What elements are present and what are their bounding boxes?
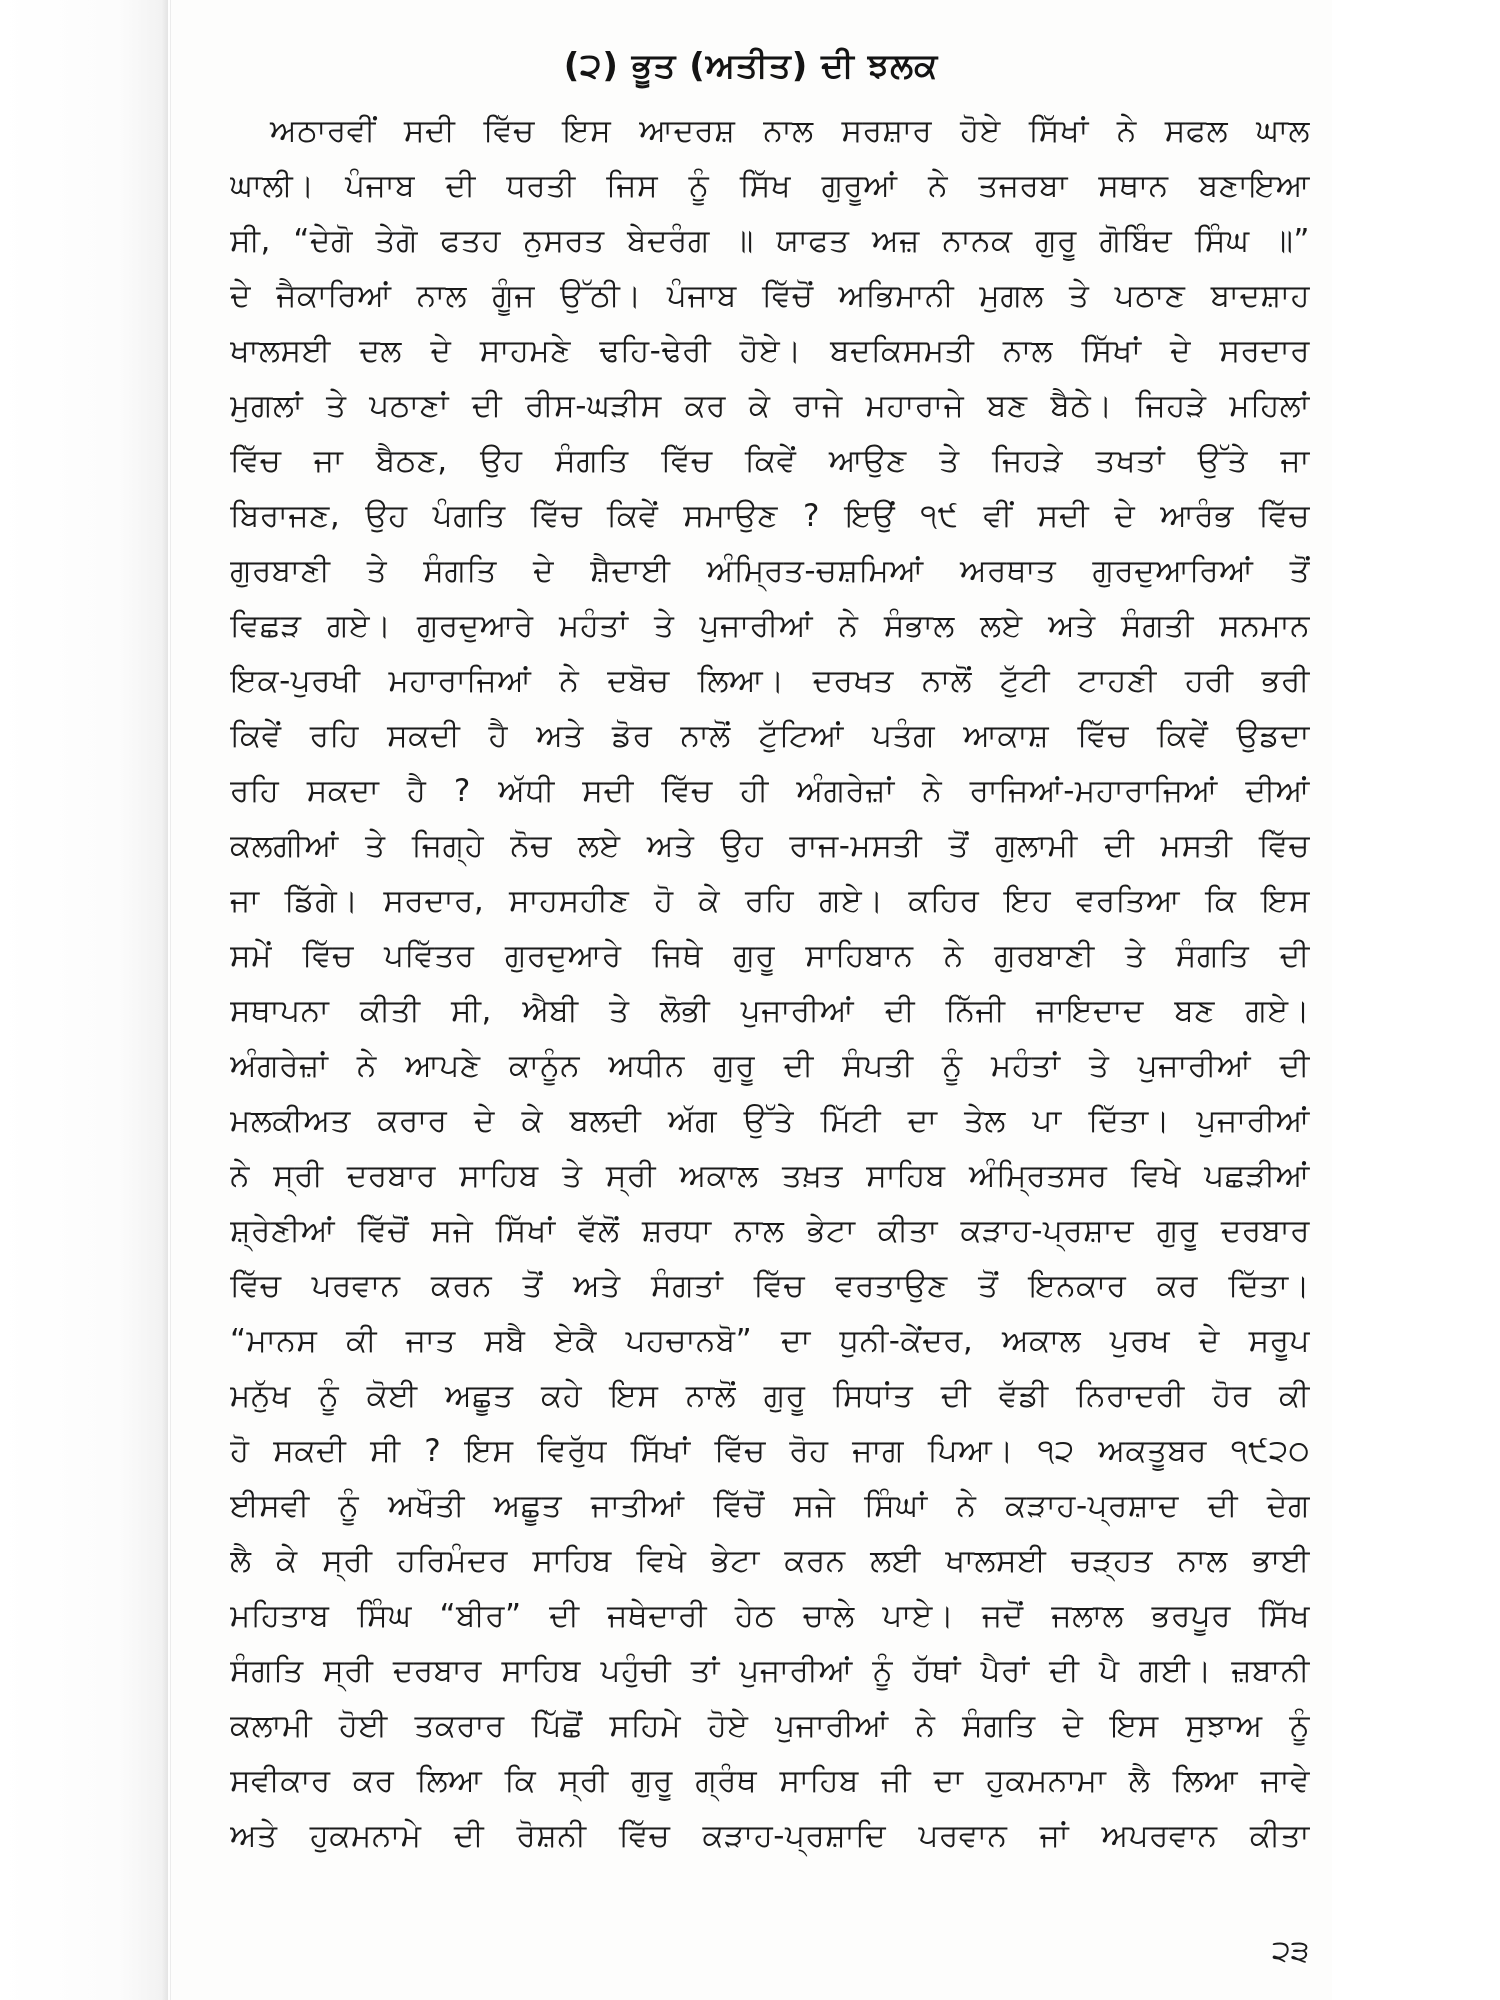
text-line: ਗੁਰਬਾਣੀ ਤੇ ਸੰਗਤਿ ਦੇ ਸ਼ੈਦਾਈ ਅੰਮ੍ਰਿਤ-ਚਸ਼ਮਿਆਂ ਅਰਥਾਤ ਗੁਰਦੁਆਰਿਆਂ ਤੋਂ [230, 553, 1310, 589]
text-line: ਈਸਵੀ ਨੂੰ ਅਖੌਤੀ ਅਛੂਤ ਜਾਤੀਆਂ ਵਿੱਚੋਂ ਸਜੇ ਸਿੰਘਾਂ ਨੇ ਕੜਾਹ-ਪ੍ਰਸ਼ਾਦ ਦੀ ਦੇਗ [230, 1488, 1310, 1524]
body-paragraph [230, 104, 1310, 1864]
text-line: ਮੁਗਲਾਂ ਤੇ ਪਠਾਣਾਂ ਦੀ ਰੀਸ-ਘੜੀਸ ਕਰ ਕੇ ਰਾਜੇ ਮਹਾਰਾਜੇ ਬਣ ਬੈਠੇ। ਜਿਹੜੇ ਮਹਿਲਾਂ [230, 388, 1310, 424]
text-line: ਖਾਲਸਈ ਦਲ ਦੇ ਸਾਹਮਣੇ ਢਹਿ-ਢੇਰੀ ਹੋਏ। ਬਦਕਿਸਮਤੀ ਨਾਲ ਸਿੱਖਾਂ ਦੇ ਸਰਦਾਰ [230, 333, 1310, 369]
text-line: ਮਨੁੱਖ ਨੂੰ ਕੋਈ ਅਛੂਤ ਕਹੇ ਇਸ ਨਾਲੋਂ ਗੁਰੂ ਸਿਧਾਂਤ ਦੀ ਵੱਡੀ ਨਿਰਾਦਰੀ ਹੋਰ ਕੀ [230, 1378, 1310, 1414]
text-line: ਮਹਿਤਾਬ ਸਿੰਘ “ਬੀਰ” ਦੀ ਜਥੇਦਾਰੀ ਹੇਠ ਚਾਲੇ ਪਾਏ। ਜਦੋਂ ਜਲਾਲ ਭਰਪੂਰ ਸਿੱਖ [230, 1598, 1310, 1634]
text-line: ਅਤੇ ਹੁਕਮਨਾਮੇ ਦੀ ਰੋਸ਼ਨੀ ਵਿੱਚ ਕੜਾਹ-ਪ੍ਰਸ਼ਾਦਿ ਪਰਵਾਨ ਜਾਂ ਅਪਰਵਾਨ ਕੀਤਾ [230, 1818, 1310, 1854]
text-line: ਸਥਾਪਨਾ ਕੀਤੀ ਸੀ, ਐਬੀ ਤੇ ਲੋਭੀ ਪੁਜਾਰੀਆਂ ਦੀ ਨਿੱਜੀ ਜਾਇਦਾਦ ਬਣ ਗਏ। [230, 993, 1310, 1029]
text-line: ਅੰਗਰੇਜ਼ਾਂ ਨੇ ਆਪਣੇ ਕਾਨੂੰਨ ਅਧੀਨ ਗੁਰੂ ਦੀ ਸੰਪਤੀ ਨੂੰ ਮਹੰਤਾਂ ਤੇ ਪੁਜਾਰੀਆਂ ਦੀ [230, 1048, 1310, 1084]
text-line: ਜਾ ਡਿੱਗੇ। ਸਰਦਾਰ, ਸਾਹਸਹੀਣ ਹੋ ਕੇ ਰਹਿ ਗਏ। ਕਹਿਰ ਇਹ ਵਰਤਿਆ ਕਿ ਇਸ [230, 883, 1310, 919]
text-line: ਦੇ ਜੈਕਾਰਿਆਂ ਨਾਲ ਗੂੰਜ ਉੱਠੀ। ਪੰਜਾਬ ਵਿੱਚੋਂ ਅਭਿਮਾਨੀ ਮੁਗਲ ਤੇ ਪਠਾਣ ਬਾਦਸ਼ਾਹ [230, 278, 1310, 314]
text-line: ਸਮੇਂ ਵਿੱਚ ਪਵਿੱਤਰ ਗੁਰਦੁਆਰੇ ਜਿਥੇ ਗੁਰੂ ਸਾਹਿਬਾਨ ਨੇ ਗੁਰਬਾਣੀ ਤੇ ਸੰਗਤਿ ਦੀ [230, 938, 1310, 974]
text-line: “ਮਾਨਸ ਕੀ ਜਾਤ ਸਬੈ ਏਕੈ ਪਹਚਾਨਬੋ” ਦਾ ਧੁਨੀ-ਕੇਂਦਰ, ਅਕਾਲ ਪੁਰਖ ਦੇ ਸਰੂਪ [230, 1323, 1310, 1359]
text-line: ਸਵੀਕਾਰ ਕਰ ਲਿਆ ਕਿ ਸ੍ਰੀ ਗੁਰੂ ਗ੍ਰੰਥ ਸਾਹਿਬ ਜੀ ਦਾ ਹੁਕਮਨਾਮਾ ਲੈ ਲਿਆ ਜਾਵੇ [230, 1763, 1310, 1799]
text-line: ਲੈ ਕੇ ਸ੍ਰੀ ਹਰਿਮੰਦਰ ਸਾਹਿਬ ਵਿਖੇ ਭੇਟਾ ਕਰਨ ਲਈ ਖਾਲਸਈ ਚੜ੍ਹਤ ਨਾਲ ਭਾਈ [230, 1543, 1310, 1579]
text-line: ਵਿੱਚ ਜਾ ਬੈਠਣ, ਉਹ ਸੰਗਤਿ ਵਿੱਚ ਕਿਵੇਂ ਆਉਣ ਤੇ ਜਿਹੜੇ ਤਖਤਾਂ ਉੱਤੇ ਜਾ [230, 443, 1310, 479]
text-line: ਬਿਰਾਜਣ, ਉਹ ਪੰਗਤਿ ਵਿੱਚ ਕਿਵੇਂ ਸਮਾਉਣ ? ਇਉਂ ੧੯ ਵੀਂ ਸਦੀ ਦੇ ਆਰੰਭ ਵਿੱਚ [230, 498, 1310, 534]
text-line: ਅਠਾਰਵੀਂ ਸਦੀ ਵਿੱਚ ਇਸ ਆਦਰਸ਼ ਨਾਲ ਸਰਸ਼ਾਰ ਹੋਏ ਸਿੱਖਾਂ ਨੇ ਸਫਲ ਘਾਲ [270, 113, 1310, 149]
text-line: ਵਿਛੜ ਗਏ। ਗੁਰਦੁਆਰੇ ਮਹੰਤਾਂ ਤੇ ਪੁਜਾਰੀਆਂ ਨੇ ਸੰਭਾਲ ਲਏ ਅਤੇ ਸੰਗਤੀ ਸਨਮਾਨ [230, 608, 1310, 644]
text-line: ਕਲਗੀਆਂ ਤੇ ਜਿਗ੍ਹੇ ਨੋਚ ਲਏ ਅਤੇ ਉਹ ਰਾਜ-ਮਸਤੀ ਤੋਂ ਗੁਲਾਮੀ ਦੀ ਮਸਤੀ ਵਿੱਚ [230, 828, 1310, 864]
text-line: ਕਲਾਮੀ ਹੋਈ ਤਕਰਾਰ ਪਿੱਛੋਂ ਸਹਿਮੇ ਹੋਏ ਪੁਜਾਰੀਆਂ ਨੇ ਸੰਗਤਿ ਦੇ ਇਸ ਸੁਝਾਅ ਨੂੰ [230, 1708, 1310, 1744]
text-line: ਘਾਲੀ। ਪੰਜਾਬ ਦੀ ਧਰਤੀ ਜਿਸ ਨੂੰ ਸਿੱਖ ਗੁਰੂਆਂ ਨੇ ਤਜਰਬਾ ਸਥਾਨ ਬਣਾਇਆ [230, 168, 1310, 204]
text-line: ਇਕ-ਪੁਰਖੀ ਮਹਾਰਾਜਿਆਂ ਨੇ ਦਬੋਚ ਲਿਆ। ਦਰਖਤ ਨਾਲੋਂ ਟੁੱਟੀ ਟਾਹਣੀ ਹਰੀ ਭਰੀ [230, 663, 1310, 699]
text-line: ਸੀ, “ਦੇਗੋ ਤੇਗੋ ਫਤਹ ਨੁਸਰਤ ਬੇਦਰੰਗ ॥ ਯਾਫਤ ਅਜ਼ ਨਾਨਕ ਗੁਰੂ ਗੋਬਿੰਦ ਸਿੰਘ ॥” [230, 223, 1310, 259]
text-line: ਸੰਗਤਿ ਸ੍ਰੀ ਦਰਬਾਰ ਸਾਹਿਬ ਪਹੁੰਚੀ ਤਾਂ ਪੁਜਾਰੀਆਂ ਨੂੰ ਹੱਥਾਂ ਪੈਰਾਂ ਦੀ ਪੈ ਗਈ। ਜ਼ਬਾਨੀ [230, 1653, 1310, 1689]
text-line: ਵਿੱਚ ਪਰਵਾਨ ਕਰਨ ਤੋਂ ਅਤੇ ਸੰਗਤਾਂ ਵਿੱਚ ਵਰਤਾਉਣ ਤੋਂ ਇਨਕਾਰ ਕਰ ਦਿੱਤਾ। [230, 1268, 1310, 1304]
page-number: ੨੩ [1272, 1934, 1310, 1969]
text-line: ਰਹਿ ਸਕਦਾ ਹੈ ? ਅੱਧੀ ਸਦੀ ਵਿੱਚ ਹੀ ਅੰਗਰੇਜ਼ਾਂ ਨੇ ਰਾਜਿਆਂ-ਮਹਾਰਾਜਿਆਂ ਦੀਆਂ [230, 773, 1310, 809]
text-line: ਨੇ ਸ੍ਰੀ ਦਰਬਾਰ ਸਾਹਿਬ ਤੇ ਸ੍ਰੀ ਅਕਾਲ ਤਖ਼ਤ ਸਾਹਿਬ ਅੰਮ੍ਰਿਤਸਰ ਵਿਖੇ ਪਛੜੀਆਂ [230, 1158, 1310, 1194]
section-heading: (੨) ਭੂਤ (ਅਤੀਤ) ਦੀ ਝਲਕ [563, 46, 939, 86]
text-line: ਸ਼੍ਰੇਣੀਆਂ ਵਿੱਚੋਂ ਸਜੇ ਸਿੱਖਾਂ ਵੱਲੋਂ ਸ਼ਰਧਾ ਨਾਲ ਭੇਟਾ ਕੀਤਾ ਕੜਾਹ-ਪ੍ਰਸ਼ਾਦ ਗੁਰੂ ਦਰਬਾਰ [230, 1213, 1310, 1249]
scan-right-margin [1332, 0, 1500, 2000]
scan-left-margin [0, 0, 168, 2000]
text-line: ਹੋ ਸਕਦੀ ਸੀ ? ਇਸ ਵਿਰੁੱਧ ਸਿੱਖਾਂ ਵਿੱਚ ਰੋਹ ਜਾਗ ਪਿਆ। ੧੨ ਅਕਤੂਬਰ ੧੯੨੦ [230, 1433, 1310, 1469]
text-line: ਕਿਵੇਂ ਰਹਿ ਸਕਦੀ ਹੈ ਅਤੇ ਡੋਰ ਨਾਲੋਂ ਟੁੱਟਿਆਂ ਪਤੰਗ ਆਕਾਸ਼ ਵਿੱਚ ਕਿਵੇਂ ਉਡਦਾ [230, 718, 1310, 754]
text-line: ਮਲਕੀਅਤ ਕਰਾਰ ਦੇ ਕੇ ਬਲਦੀ ਅੱਗ ਉੱਤੇ ਮਿੱਟੀ ਦਾ ਤੇਲ ਪਾ ਦਿੱਤਾ। ਪੁਜਾਰੀਆਂ [230, 1103, 1310, 1139]
